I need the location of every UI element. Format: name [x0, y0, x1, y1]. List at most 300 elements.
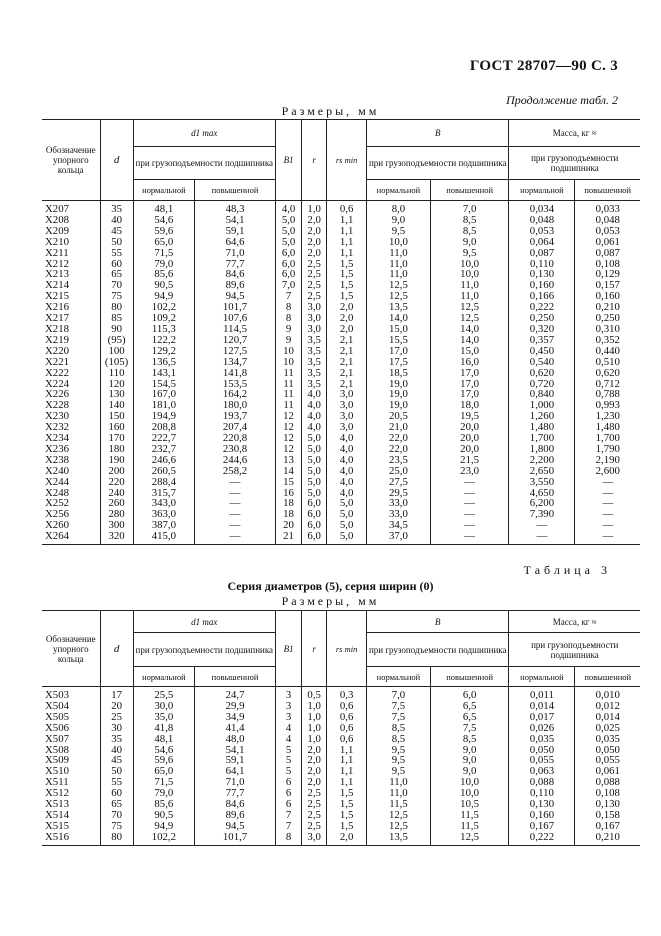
- t2-cell: 84,6: [195, 269, 276, 280]
- t2-cell: 21,5: [430, 455, 509, 466]
- t2-cell: 0,064: [509, 237, 575, 248]
- t3-cell: 71,5: [133, 777, 195, 788]
- t2-cell: 1,5: [327, 259, 367, 270]
- t2-cell: 2,5: [302, 291, 327, 302]
- t2-cell: 2,0: [327, 302, 367, 313]
- t3-cell: X509: [42, 755, 100, 766]
- t2-cell: X217: [42, 313, 100, 324]
- t2-cell: X234: [42, 433, 100, 444]
- t2-cell: 0,210: [575, 302, 640, 313]
- t2-cell: 11,0: [430, 291, 509, 302]
- t2-cell: 5,0: [302, 466, 327, 477]
- t2-cell: 8: [275, 302, 301, 313]
- t3-cell: X516: [42, 832, 100, 845]
- t2-cell: X244: [42, 477, 100, 488]
- t2-cell: 170: [100, 433, 133, 444]
- t2-cell: 260: [100, 498, 133, 509]
- t2-cell: —: [430, 477, 509, 488]
- col-b1: B1: [275, 120, 301, 201]
- t2-cell: 258,2: [195, 466, 276, 477]
- t3-cell: 17: [100, 687, 133, 701]
- t2-cell: 2,5: [302, 259, 327, 270]
- t2-cell: 14,0: [367, 313, 431, 324]
- t2-cell: 4,0: [302, 422, 327, 433]
- t3-cell: 7,5: [430, 723, 509, 734]
- t2-cell: 134,7: [195, 357, 276, 368]
- t3-cell: 4: [275, 734, 301, 745]
- t3-cell: 6,5: [430, 701, 509, 712]
- t2-cell: 1,230: [575, 411, 640, 422]
- t3-cell: 0,110: [509, 788, 575, 799]
- t2-cell: 65: [100, 269, 133, 280]
- t2-cell: 1,480: [509, 422, 575, 433]
- t2-cell: 11: [275, 379, 301, 390]
- t2-cell: 200: [100, 466, 133, 477]
- t3-cell: 35,0: [133, 712, 195, 723]
- t2-cell: 0,250: [509, 313, 575, 324]
- t2-cell: 15: [275, 477, 301, 488]
- t3-cell: 3: [275, 687, 301, 701]
- t2-cell: 20,5: [367, 411, 431, 422]
- t3-col-d1max: d1 max: [133, 611, 275, 633]
- t2-cell: 85,6: [133, 269, 195, 280]
- t3-cell: 0,130: [575, 799, 640, 810]
- t3-cell: 0,017: [509, 712, 575, 723]
- t2-cell: 0,108: [575, 259, 640, 270]
- t3-cell: 11,5: [367, 799, 431, 810]
- t2-cell: 1,480: [575, 422, 640, 433]
- t2-cell: 3,0: [302, 324, 327, 335]
- t2-cell: —: [430, 509, 509, 520]
- table-3-label: Таблица 3: [523, 563, 611, 577]
- t3-cell: 9,0: [430, 755, 509, 766]
- t2-cell: X252: [42, 498, 100, 509]
- t3-cell: 2,0: [302, 745, 327, 756]
- t2-cell: 150: [100, 411, 133, 422]
- t3-cell: 0,167: [509, 821, 575, 832]
- t2-cell: 14,0: [430, 324, 509, 335]
- t2-cell: 34,5: [367, 520, 431, 531]
- t2-cell: 8,5: [430, 226, 509, 237]
- t2-cell: 246,6: [133, 455, 195, 466]
- t3-cell: 9,5: [367, 755, 431, 766]
- t2-cell: 190: [100, 455, 133, 466]
- col-rs-min: rs min: [327, 120, 367, 201]
- t2-cell: 15,0: [430, 346, 509, 357]
- t3-cell: X504: [42, 701, 100, 712]
- t2-cell: —: [430, 531, 509, 544]
- t2-cell: 5,0: [275, 237, 301, 248]
- t3-cell: X503: [42, 687, 100, 701]
- t2-cell: 4,0: [327, 466, 367, 477]
- t3-row: [42, 687, 640, 701]
- t2-cell: 48,1: [133, 201, 195, 215]
- t2-cell: 4,0: [302, 411, 327, 422]
- t2-cell: 3,5: [302, 357, 327, 368]
- t2-cell: X216: [42, 302, 100, 313]
- t2-cell: 13,5: [367, 302, 431, 313]
- t2-cell: 167,0: [133, 389, 195, 400]
- t2-cell: 2,200: [509, 455, 575, 466]
- t3-cell: 7,5: [367, 701, 431, 712]
- t3-cell: 1,0: [302, 723, 327, 734]
- t2-cell: 5,0: [327, 498, 367, 509]
- t2-cell: 0,160: [509, 280, 575, 291]
- t3-cell: 6: [275, 777, 301, 788]
- t2-cell: X220: [42, 346, 100, 357]
- t2-cell: 94,9: [133, 291, 195, 302]
- t3-cell: 3: [275, 701, 301, 712]
- t3-cell: 30,0: [133, 701, 195, 712]
- t3-cell: 2,5: [302, 821, 327, 832]
- t2-cell: 1,260: [509, 411, 575, 422]
- t2-cell: 2,1: [327, 357, 367, 368]
- t2-cell: 12,5: [367, 280, 431, 291]
- t2-cell: 17,0: [430, 379, 509, 390]
- d1-capacity: при грузоподъемности подшипника: [133, 147, 275, 180]
- t2-cell: 5,0: [327, 509, 367, 520]
- t3-cell: 10,5: [430, 799, 509, 810]
- t3-cell: 0,014: [509, 701, 575, 712]
- t3-cell: 41,8: [133, 723, 195, 734]
- t2-cell: 5,0: [302, 444, 327, 455]
- t2-cell: X214: [42, 280, 100, 291]
- t2-cell: 1,800: [509, 444, 575, 455]
- t3-cell: 6: [275, 788, 301, 799]
- t2-cell: 0,352: [575, 335, 640, 346]
- t2-cell: 15,5: [367, 335, 431, 346]
- t2-cell: X224: [42, 379, 100, 390]
- t2-cell: 70: [100, 280, 133, 291]
- t2-cell: 19,0: [367, 400, 431, 411]
- t2-cell: 10,0: [367, 237, 431, 248]
- t2-cell: 1,5: [327, 269, 367, 280]
- t2-cell: 2,0: [327, 324, 367, 335]
- t2-cell: 59,1: [195, 226, 276, 237]
- mass-normal: нормальной: [509, 180, 575, 201]
- t2-cell: 11: [275, 389, 301, 400]
- t2-row: [42, 201, 640, 215]
- t2-cell: 4,0: [327, 444, 367, 455]
- t3-cell: 2,5: [302, 788, 327, 799]
- t3-cell: 80: [100, 832, 133, 845]
- t2-cell: 193,7: [195, 411, 276, 422]
- t3-cell: 6,5: [430, 712, 509, 723]
- t3-cell: 0,222: [509, 832, 575, 845]
- t2-cell: 129,2: [133, 346, 195, 357]
- t2-cell: 0,166: [509, 291, 575, 302]
- t2-cell: 25,0: [367, 466, 431, 477]
- t3-cell: 48,0: [195, 734, 276, 745]
- t3-cell: X513: [42, 799, 100, 810]
- table-3: [42, 610, 640, 846]
- t2-cell: 280: [100, 509, 133, 520]
- t2-cell: 12,5: [430, 313, 509, 324]
- t3-cell: 8,5: [430, 734, 509, 745]
- t3-cell: X511: [42, 777, 100, 788]
- t3-cell: 24,7: [195, 687, 276, 701]
- t2-cell: 3,5: [302, 368, 327, 379]
- t3-col-d: d: [100, 611, 133, 687]
- B-capacity: при грузоподъемности подшипника: [367, 147, 509, 180]
- t2-cell: —: [575, 520, 640, 531]
- t3-cell: 79,0: [133, 788, 195, 799]
- t2-cell: 12: [275, 422, 301, 433]
- t3-cell: 34,9: [195, 712, 276, 723]
- t2-cell: 71,0: [195, 248, 276, 259]
- t2-cell: 9,0: [430, 237, 509, 248]
- t3-cell: 0,050: [509, 745, 575, 756]
- t2-cell: 2,600: [575, 466, 640, 477]
- t3-cell: 84,6: [195, 799, 276, 810]
- t2-cell: 14,0: [430, 335, 509, 346]
- t2-cell: 20: [275, 520, 301, 531]
- t3-d1-normal: нормальной: [133, 667, 195, 687]
- t2-cell: 11: [275, 368, 301, 379]
- t2-cell: X212: [42, 259, 100, 270]
- t3-cell: 0,3: [327, 687, 367, 701]
- t2-cell: 20,0: [430, 444, 509, 455]
- t3-cell: 9,0: [430, 766, 509, 777]
- t3-cell: 0,6: [327, 723, 367, 734]
- t3-cell: 2,0: [327, 832, 367, 845]
- t3-cell: 35: [100, 734, 133, 745]
- t2-cell: —: [509, 520, 575, 531]
- t2-cell: 37,0: [367, 531, 431, 544]
- t2-cell: X260: [42, 520, 100, 531]
- t3-cell: 54,6: [133, 745, 195, 756]
- t2-cell: 22,0: [367, 444, 431, 455]
- t2-cell: 21,0: [367, 422, 431, 433]
- col-r: r: [302, 120, 327, 201]
- t3-cell: 55: [100, 777, 133, 788]
- t2-cell: 4,0: [327, 455, 367, 466]
- t3-cell: 94,5: [195, 821, 276, 832]
- t3-cell: 29,9: [195, 701, 276, 712]
- t2-cell: X218: [42, 324, 100, 335]
- t2-row: [42, 531, 640, 544]
- t2-cell: 11,0: [367, 269, 431, 280]
- t2-cell: X211: [42, 248, 100, 259]
- t3-cell: 0,6: [327, 734, 367, 745]
- t2-cell: 8: [275, 313, 301, 324]
- t2-cell: 3,5: [302, 379, 327, 390]
- t2-cell: 60: [100, 259, 133, 270]
- t2-cell: 2,5: [302, 269, 327, 280]
- t2-cell: —: [575, 509, 640, 520]
- t2-cell: —: [509, 531, 575, 544]
- continuation-note: Продолжение табл. 2: [506, 93, 618, 107]
- t3-cell: 0,055: [509, 755, 575, 766]
- t2-cell: X215: [42, 291, 100, 302]
- t3-cell: 4: [275, 723, 301, 734]
- t3-col-rs-min: rs min: [327, 611, 367, 687]
- t2-cell: 0,034: [509, 201, 575, 215]
- t2-cell: 140: [100, 400, 133, 411]
- t2-cell: 0,6: [327, 201, 367, 215]
- t2-cell: 9,5: [367, 226, 431, 237]
- t2-cell: —: [430, 520, 509, 531]
- t2-cell: 10: [275, 346, 301, 357]
- t3-cell: 8: [275, 832, 301, 845]
- t2-cell: 100: [100, 346, 133, 357]
- t2-cell: 363,0: [133, 509, 195, 520]
- t2-cell: 0,320: [509, 324, 575, 335]
- t2-cell: 17,0: [430, 368, 509, 379]
- t2-cell: 65,0: [133, 237, 195, 248]
- t3-cell: 0,012: [575, 701, 640, 712]
- t3-mass-normal: нормальной: [509, 667, 575, 687]
- t3-mass-increased: повышенной: [575, 667, 640, 687]
- t3-B-increased: повышенной: [430, 667, 509, 687]
- t2-cell: X238: [42, 455, 100, 466]
- t3-B-normal: нормальной: [367, 667, 431, 687]
- t3-cell: 11,5: [430, 821, 509, 832]
- t2-cell: 2,1: [327, 368, 367, 379]
- t2-cell: 14: [275, 466, 301, 477]
- t2-cell: 154,5: [133, 379, 195, 390]
- t3-cell: 0,088: [509, 777, 575, 788]
- t2-cell: 160: [100, 422, 133, 433]
- t2-row: [42, 357, 640, 368]
- d1-increased: повышенной: [195, 180, 276, 201]
- t2-cell: 180,0: [195, 400, 276, 411]
- t2-cell: 13: [275, 455, 301, 466]
- t3-cell: 12,5: [367, 810, 431, 821]
- t2-cell: —: [195, 531, 276, 544]
- t2-cell: 208,8: [133, 422, 195, 433]
- t2-cell: 8,0: [367, 201, 431, 215]
- t2-cell: 1,5: [327, 291, 367, 302]
- t2-cell: 5,0: [275, 215, 301, 226]
- t2-cell: 0,053: [509, 226, 575, 237]
- t2-cell: X213: [42, 269, 100, 280]
- t2-cell: 136,5: [133, 357, 195, 368]
- t2-cell: 7,0: [275, 280, 301, 291]
- t3-cell: 1,0: [302, 701, 327, 712]
- dimensions-title-2: Размеры, мм: [281, 594, 380, 608]
- t3-cell: 1,1: [327, 777, 367, 788]
- t2-cell: 18,0: [430, 400, 509, 411]
- t2-cell: 15,0: [367, 324, 431, 335]
- t2-cell: 0,087: [575, 248, 640, 259]
- col-designation: Обозначение упорного кольца: [42, 120, 100, 201]
- t2-cell: 19,5: [430, 411, 509, 422]
- t2-cell: (95): [100, 335, 133, 346]
- t3-cell: 12,5: [367, 821, 431, 832]
- t3-cell: 59,1: [195, 755, 276, 766]
- t2-row: [42, 477, 640, 488]
- t2-cell: 0,712: [575, 379, 640, 390]
- t2-cell: 3,550: [509, 477, 575, 488]
- t2-cell: 220,8: [195, 433, 276, 444]
- t2-cell: 9,5: [430, 248, 509, 259]
- t2-cell: 3,0: [327, 422, 367, 433]
- t2-cell: 415,0: [133, 531, 195, 544]
- t2-cell: 0,048: [509, 215, 575, 226]
- t2-cell: 101,7: [195, 302, 276, 313]
- t2-cell: 0,087: [509, 248, 575, 259]
- t2-cell: X230: [42, 411, 100, 422]
- t2-cell: 4,0: [327, 488, 367, 499]
- t2-cell: 1,790: [575, 444, 640, 455]
- t2-cell: —: [575, 488, 640, 499]
- t3-cell: 0,025: [575, 723, 640, 734]
- t3-cell: 25,5: [133, 687, 195, 701]
- t2-cell: 315,7: [133, 488, 195, 499]
- B-increased: повышенной: [430, 180, 509, 201]
- t2-cell: 244,6: [195, 455, 276, 466]
- t3-cell: 0,010: [575, 687, 640, 701]
- t2-cell: 10: [275, 357, 301, 368]
- t2-cell: 0,053: [575, 226, 640, 237]
- t3-cell: 85,6: [133, 799, 195, 810]
- t2-cell: 2,5: [302, 280, 327, 291]
- t3-row: [42, 723, 640, 734]
- t2-cell: 23,0: [430, 466, 509, 477]
- col-d: d: [100, 120, 133, 201]
- t3-cell: 71,0: [195, 777, 276, 788]
- t3-cell: 0,6: [327, 712, 367, 723]
- t2-cell: 0,450: [509, 346, 575, 357]
- t2-cell: X208: [42, 215, 100, 226]
- t3-cell: 54,1: [195, 745, 276, 756]
- t2-cell: 0,540: [509, 357, 575, 368]
- t2-cell: 19,0: [367, 389, 431, 400]
- t2-cell: —: [195, 520, 276, 531]
- t2-cell: 4,0: [302, 389, 327, 400]
- t2-cell: 222,7: [133, 433, 195, 444]
- t3-cell: 102,2: [133, 832, 195, 845]
- t2-cell: 5,0: [327, 531, 367, 544]
- t2-cell: 6,200: [509, 498, 575, 509]
- t2-cell: —: [430, 488, 509, 499]
- t3-cell: 20: [100, 701, 133, 712]
- t2-cell: —: [575, 531, 640, 544]
- t3-cell: 1,1: [327, 745, 367, 756]
- t3-cell: 9,5: [367, 745, 431, 756]
- t2-cell: 2,190: [575, 455, 640, 466]
- t3-cell: 7: [275, 821, 301, 832]
- t2-cell: 71,5: [133, 248, 195, 259]
- t3-cell: 11,0: [367, 777, 431, 788]
- t2-cell: 320: [100, 531, 133, 544]
- t3-cell: 0,011: [509, 687, 575, 701]
- t3-col-designation: Обозначение упорного кольца: [42, 611, 100, 687]
- t2-cell: 0,061: [575, 237, 640, 248]
- t2-cell: 3,0: [302, 302, 327, 313]
- t2-cell: 5,0: [302, 488, 327, 499]
- t2-cell: 7: [275, 291, 301, 302]
- t2-cell: 9: [275, 324, 301, 335]
- t2-cell: 207,4: [195, 422, 276, 433]
- t2-cell: 10,0: [430, 269, 509, 280]
- t2-cell: 6,0: [302, 520, 327, 531]
- t2-cell: 10,0: [430, 259, 509, 270]
- t2-cell: 55: [100, 248, 133, 259]
- t3-cell: 0,061: [575, 766, 640, 777]
- t2-cell: 4,0: [302, 400, 327, 411]
- t3-cell: X507: [42, 734, 100, 745]
- t2-cell: 18: [275, 498, 301, 509]
- t2-cell: 89,6: [195, 280, 276, 291]
- t2-cell: (105): [100, 357, 133, 368]
- t2-cell: 12,5: [430, 302, 509, 313]
- t3-cell: 50: [100, 766, 133, 777]
- t3-col-B: B: [367, 611, 509, 633]
- t2-cell: 0,250: [575, 313, 640, 324]
- t3-cell: 2,0: [302, 766, 327, 777]
